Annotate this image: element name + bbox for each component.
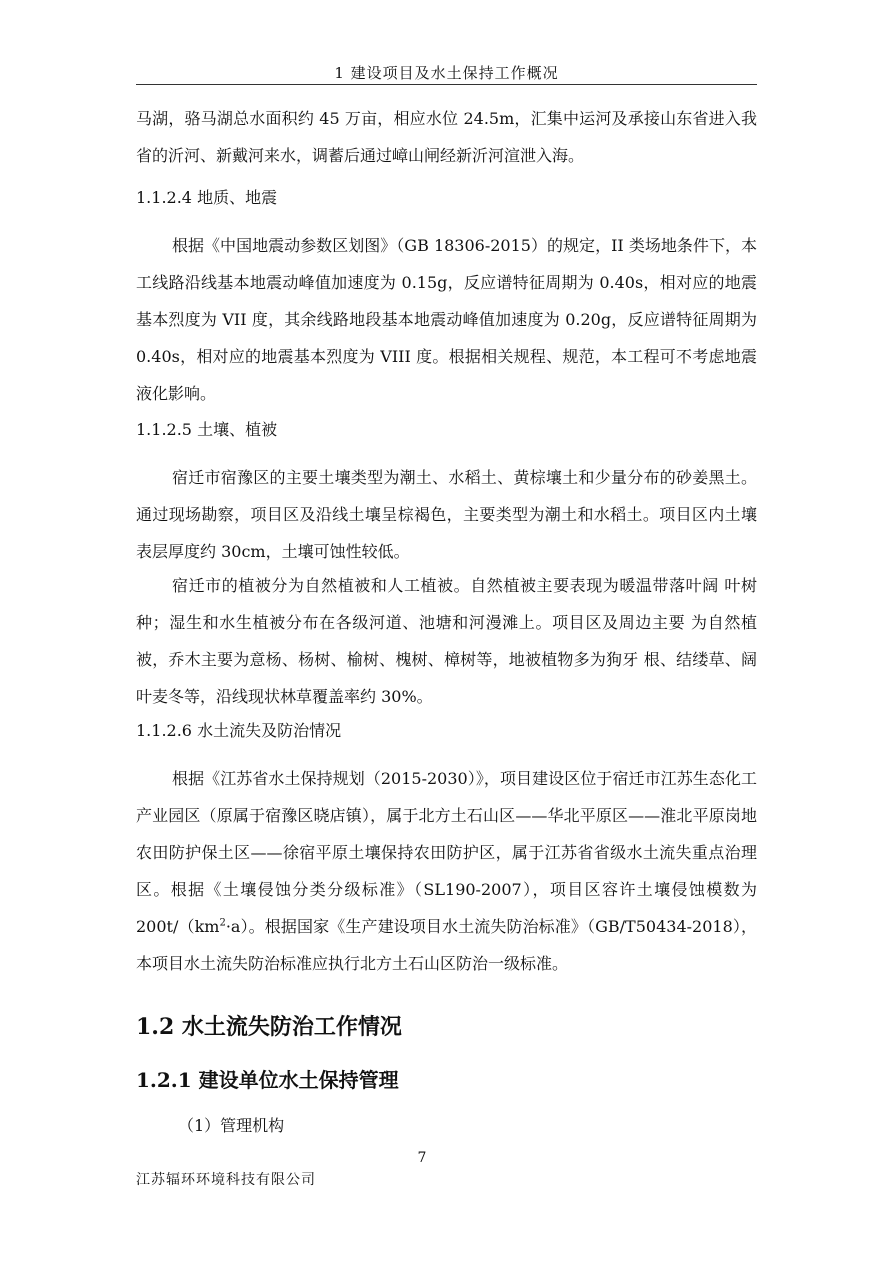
paragraph-lake: 马湖，骆马湖总水面积约 45 万亩，相应水位 24.5m，汇集中运河及承接山东省进入我省的沂河、新戴河来水，调蓄后通过嶂山闸经新沂河渲泄入海。 (136, 109, 757, 165)
paragraph-geology: 根据《中国地震动参数区划图》（GB 18306-2015）的规定，II 类场地条件下，本工线路沿线基本地震动峰值加速度为 0.15g，反应谱特征周期为 0.40s，相对应的地震基本烈度为 VII 度，其余线路地段基本地震动峰值加速度为 0.20g，反应谱特征周期为 0.40s，相对应的地震基本烈度为 VIII 度。根据相关规程、规范，本工程可不考虑地震液化影响。 (136, 236, 757, 403)
section-heading-geology: 1.1.2.4 地质、地震 (136, 188, 278, 207)
section-heading-erosion: 1.1.2.6 水土流失及防治情况 (136, 721, 342, 740)
heading-1-2: 1.2 水土流失防治工作情况 (136, 1014, 402, 1040)
paragraph-erosion-part-2: ·a）。根据国家《生产建设项目水土流失防治标准》（GB/T50434-2018），本项目水土流失防治标准应执行北方土石山区防治一级标准。 (136, 917, 757, 973)
superscript-2: 2 (219, 917, 226, 929)
section-heading-soil: 1.1.2.5 土壤、植被 (136, 420, 278, 439)
heading-1-2-1: 1.2.1 建设单位水土保持管理 (136, 1068, 399, 1092)
paragraph-erosion-part-1: 根据《江苏省水土保持规划（2015-2030）》，项目建设区位于宿迁市江苏生态化工产业园区（原属于宿豫区晓店镇），属于北方土石山区——华北平原区——淮北平原岗地农田防护保土区——徐宿平原土壤保持农田防护区，属于江苏省省级水土流失重点治理区。根据《土壤侵蚀分类分级标准》（SL190-2007），项目区容许土壤侵蚀模数为 200t/（km (136, 769, 757, 936)
list-item-management: （1）管理机构 (178, 1116, 285, 1135)
page-number: 7 (417, 1150, 427, 1166)
paragraph-vegetation: 宿迁市的植被分为自然植被和人工植被。自然植被主要表现为暖温带落叶阔 叶树种；湿生和水生植被分布在各级河道、池塘和河漫滩上。项目区及周边主要 为自然植被，乔木主要为意杨、杨树、榆树、槐树、樟树等，地被植物多为狗牙 根、结缕草、阔叶麦冬等，沿线现状林草覆盖率约 30%。 (136, 576, 757, 706)
running-header: 1 建设项目及水土保持工作概况 (334, 64, 559, 82)
paragraph-soil: 宿迁市宿豫区的主要土壤类型为潮土、水稻土、黄棕壤土和少量分布的砂姜黑土。通过现场勘察，项目区及沿线土壤呈棕褐色，主要类型为潮土和水稻土。项目区内土壤表层厚度约 30cm，土壤可蚀性较低。 (136, 468, 757, 561)
paragraph-erosion (136, 760, 757, 982)
footer-company: 江苏辐环环境科技有限公司 (136, 1172, 316, 1188)
header-divider (136, 84, 757, 85)
